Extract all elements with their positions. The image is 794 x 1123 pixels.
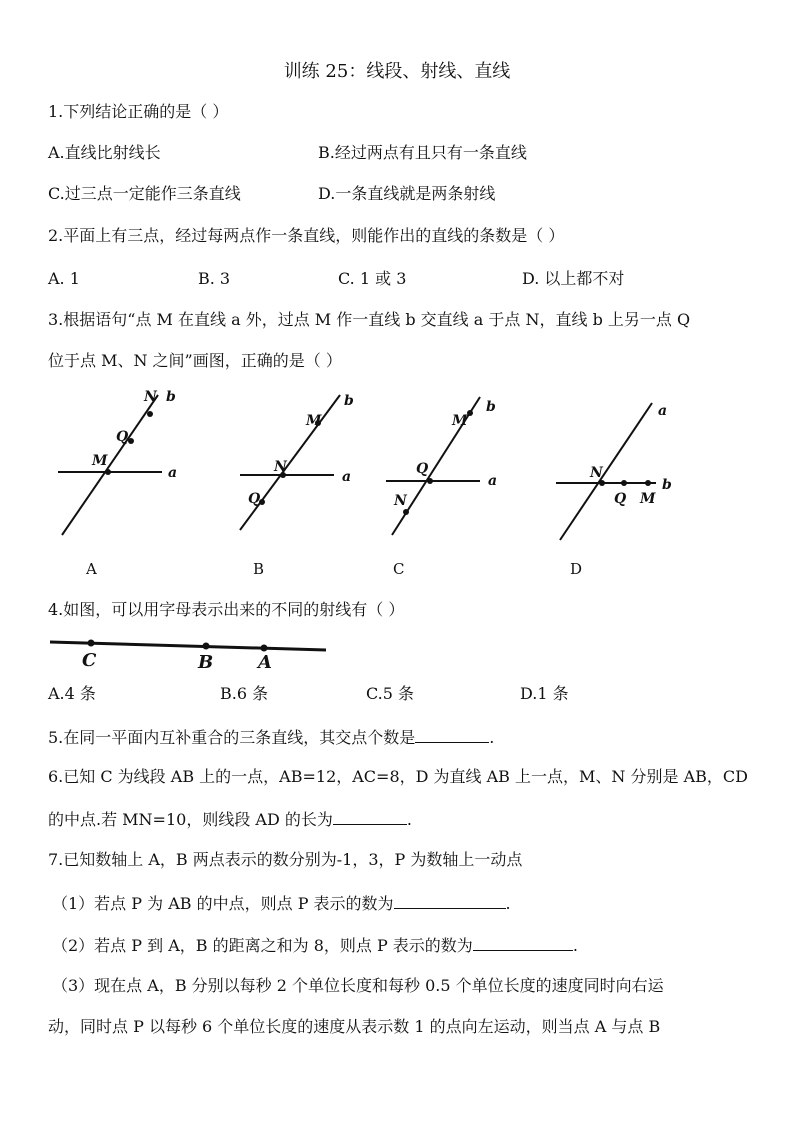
fig-b-label-n: N [274, 459, 287, 475]
q6-end: . [406, 810, 412, 829]
q4-label-c: C [82, 650, 97, 671]
fig-a-label-q: Q [116, 429, 129, 445]
fig-d-label-q: Q [614, 491, 627, 507]
q7-part3-line1: （3）现在点 A，B 分别以每秒 2 个单位长度和每秒 0.5 个单位长度的速度同时向右运 [52, 976, 664, 995]
q7-part2-end: . [572, 936, 578, 955]
q7-part2-blank[interactable] [473, 934, 573, 951]
q4-figure [48, 630, 348, 674]
q3-stem-line2: 位于点 M、N 之间”画图，正确的是（ ） [48, 351, 342, 370]
fig-d-label-b: b [662, 477, 672, 493]
fig-b-label-q: Q [248, 491, 261, 507]
q7-part1 [52, 892, 511, 914]
fig-a-label-b: b [166, 389, 176, 405]
q1-option-b: B.经过两点有且只有一条直线 [318, 143, 527, 162]
q7-part3-line2: 动，同时点 P 以每秒 6 个单位长度的速度从表示数 1 的点向左运动，则当点 A 与点 B [48, 1017, 661, 1036]
q6-text: 的中点.若 MN=10，则线段 AD 的长为 [48, 810, 333, 829]
q5-text: 5.在同一平面内互补重合的三条直线，其交点个数是 [48, 728, 416, 747]
q5-line [48, 726, 494, 748]
q1-option-d: D.一条直线就是两条射线 [318, 184, 496, 203]
q2-stem: 2.平面上有三点，经过每两点作一条直线，则能作出的直线的条数是（ ） [48, 226, 565, 245]
q6-line2 [48, 808, 412, 830]
q4-option-d: D.1 条 [520, 684, 569, 703]
q7-part1-end: . [505, 894, 511, 913]
q3-caption-c: C [393, 560, 405, 578]
fig-b-label-m: M [306, 413, 322, 429]
fig-c-label-m: M [452, 413, 468, 429]
q1-option-a: A.直线比射线长 [48, 143, 161, 162]
fig-d-label-m: M [640, 491, 656, 507]
q7-part1-text: （1）若点 P 为 AB 的中点，则点 P 表示的数为 [52, 894, 394, 913]
fig-c-label-b: b [486, 399, 496, 415]
fig-d-label-a: a [658, 403, 668, 419]
fig-c-label-a: a [488, 473, 498, 489]
q3-stem-line1: 3.根据语句“点 M 在直线 a 外，过点 M 作一直线 b 交直线 a 于点 N，直线 b 上另一点 Q [48, 310, 691, 329]
q7-part2 [52, 934, 578, 956]
q4-label-b: B [198, 652, 214, 673]
q5-end: . [489, 728, 495, 747]
q2-option-b: B. 3 [198, 269, 231, 288]
q3-caption-d: D [570, 560, 583, 578]
fig-c-label-n: N [394, 493, 407, 509]
q7-part1-blank[interactable] [394, 892, 506, 909]
q3-figures [0, 385, 794, 585]
fig-b-label-b: b [344, 393, 354, 409]
fig-c-label-q: Q [416, 461, 429, 477]
fig-a-label-a: a [168, 465, 178, 481]
q6-line1: 6.已知 C 为线段 AB 上的一点，AB=12，AC=8，D 为直线 AB 上一点，M、N 分别是 AB，CD [48, 767, 748, 786]
q7-stem: 7.已知数轴上 A，B 两点表示的数分别为-1，3，P 为数轴上一动点 [48, 850, 523, 869]
q4-option-a: A.4 条 [48, 684, 96, 703]
q2-option-d: D. 以上都不对 [522, 269, 625, 288]
q1-option-c: C.过三点一定能作三条直线 [48, 184, 241, 203]
page-title: 训练 25：线段、射线、直线 [283, 61, 511, 82]
fig-a-label-n: N [144, 389, 157, 405]
q3-caption-b: B [253, 560, 265, 578]
q4-label-a: A [258, 652, 272, 673]
q7-part2-text: （2）若点 P 到 A，B 的距离之和为 8，则点 P 表示的数为 [52, 936, 473, 955]
q6-answer-blank[interactable] [333, 808, 407, 825]
q2-option-c: C. 1 或 3 [338, 269, 407, 288]
q1-stem: 1.下列结论正确的是（ ） [48, 102, 229, 121]
q4-option-b: B.6 条 [220, 684, 269, 703]
q5-answer-blank[interactable] [415, 726, 489, 743]
q4-stem: 4.如图，可以用字母表示出来的不同的射线有（ ） [48, 600, 405, 619]
q2-option-a: A. 1 [48, 269, 80, 288]
q3-caption-a: A [86, 560, 97, 578]
fig-a-label-m: M [92, 453, 108, 469]
fig-b-label-a: a [342, 469, 352, 485]
q4-option-c: C.5 条 [366, 684, 415, 703]
fig-d-label-n: N [590, 465, 603, 481]
